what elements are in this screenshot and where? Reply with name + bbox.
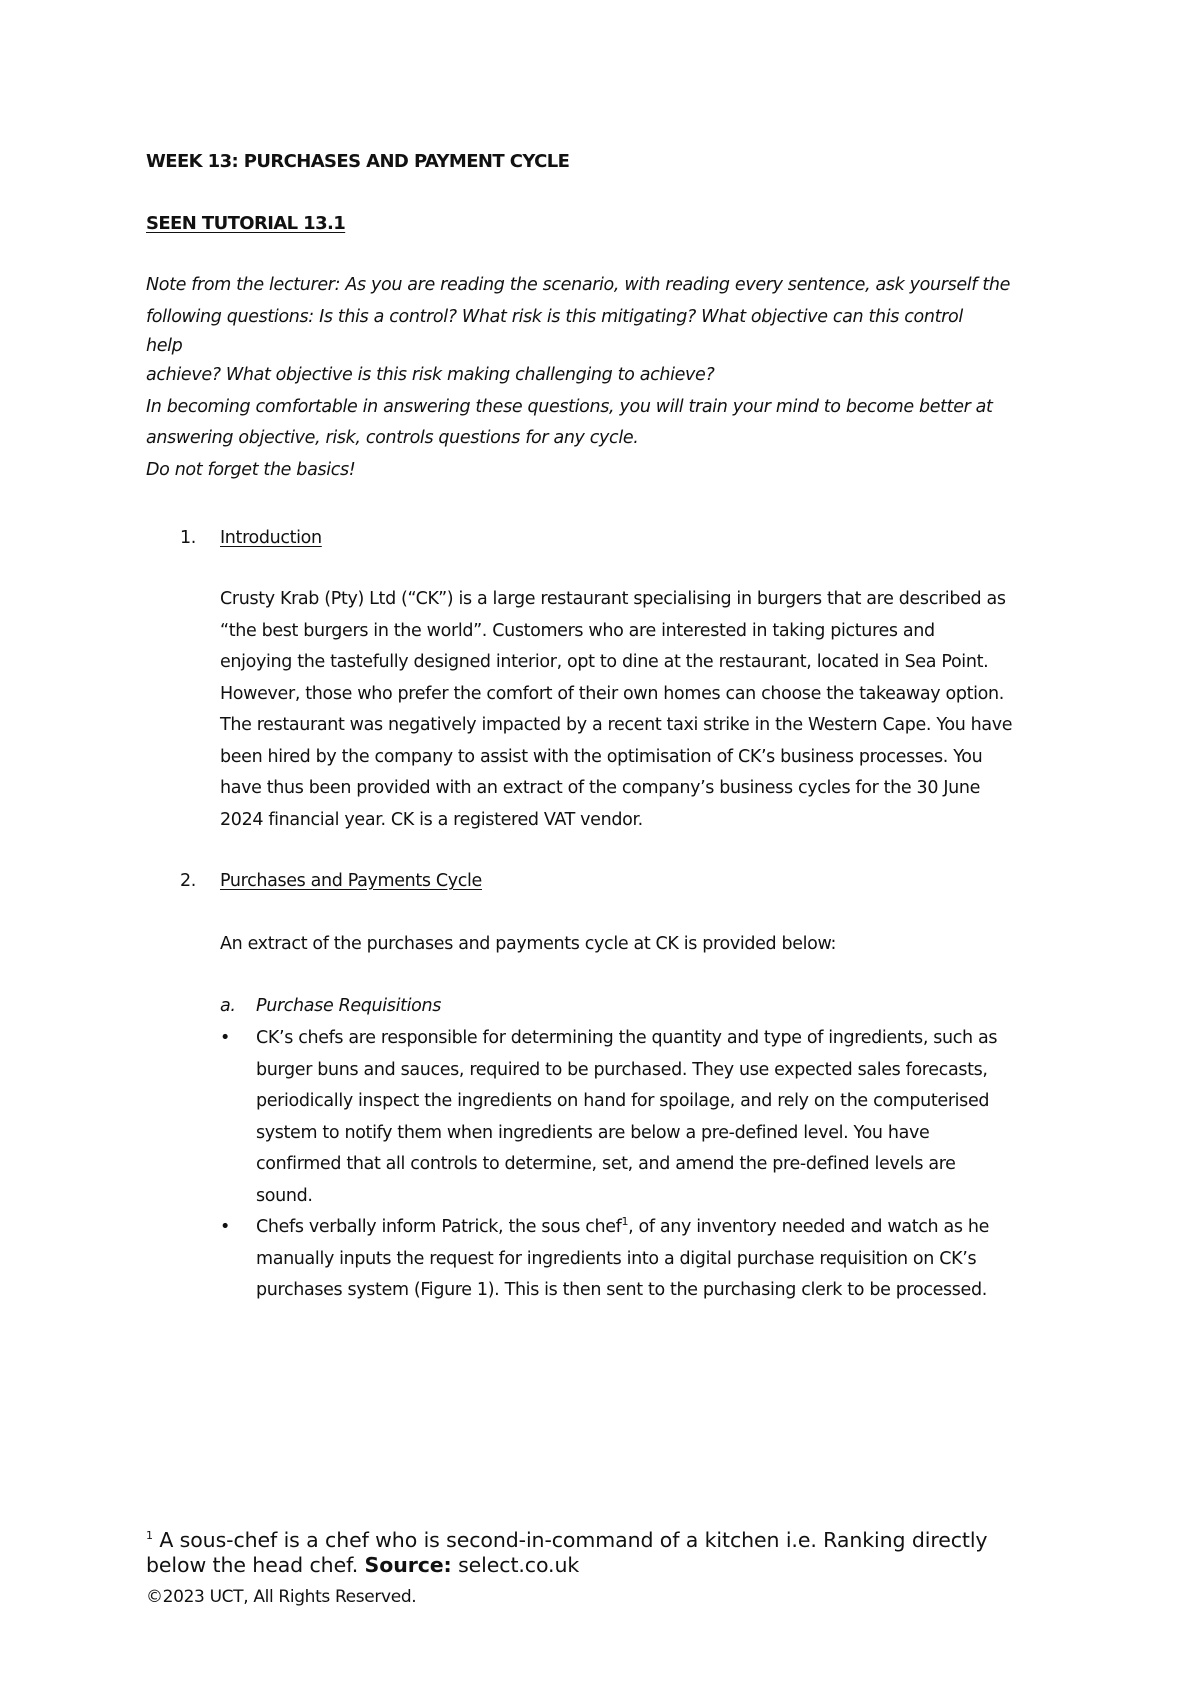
bullet-paragraph xyxy=(256,1212,1068,1307)
note-line: achieve? What objective is this risk making challenging to achieve? xyxy=(146,365,715,385)
bullet-line: burger buns and sauces, required to be purchased. They use expected sales forecasts, xyxy=(256,1059,988,1080)
paragraph-line: enjoying the tastefully designed interior, opt to dine at the restaurant, located in Sea Point. xyxy=(220,652,989,672)
note-line: answering objective, risk, controls questions for any cycle. xyxy=(146,428,639,448)
bullet-line: periodically inspect the ingredients on hand for spoilage, and rely on the computerised xyxy=(256,1091,990,1111)
paragraph-line: The restaurant was negatively impacted by a recent taxi strike in the Western Cape. You have xyxy=(220,715,1013,735)
tutorial-subtitle: SEEN TUTORIAL 13.1 xyxy=(146,213,346,234)
paragraph-line: have thus been provided with an extract of the company’s business cycles for the 30 June xyxy=(220,778,981,798)
bullet-line-start: Chefs verbally inform Patrick, the sous chef xyxy=(256,1217,622,1237)
footnote-source-label: Source: xyxy=(364,1553,452,1577)
subsection-letter: a. xyxy=(220,996,236,1016)
bullet-line: sound. xyxy=(256,1185,313,1206)
bullet-icon: • xyxy=(220,1217,230,1237)
footnote-source: select.co.uk xyxy=(451,1553,580,1577)
bullet-icon: • xyxy=(220,1028,230,1048)
paragraph-line: Crusty Krab (Pty) Ltd (“CK”) is a large restaurant specialising in burgers that are described as xyxy=(220,589,1006,609)
note-line: Note from the lecturer: As you are reading the scenario, with reading every sentence, ask yourself the xyxy=(146,275,1010,295)
paragraph-line: been hired by the company to assist with the optimisation of CK’s business processes. You xyxy=(220,746,983,767)
introduction-paragraph xyxy=(220,584,1068,836)
paragraph-line: However, those who prefer the comfort of their own homes can choose the takeaway option. xyxy=(220,683,1004,704)
footnote xyxy=(146,1528,1046,1578)
section-heading-purchases: Purchases and Payments Cycle xyxy=(220,871,482,891)
lecturer-note xyxy=(146,270,1060,486)
section-number: 1. xyxy=(180,528,196,548)
bullet-line xyxy=(256,1212,1068,1244)
copyright-notice: ©2023 UCT, All Rights Reserved. xyxy=(146,1587,417,1607)
bullet-line: CK’s chefs are responsible for determining the quantity and type of ingredients, such as xyxy=(256,1028,998,1048)
subsection-heading: Purchase Requisitions xyxy=(256,996,441,1016)
paragraph-line: 2024 financial year. CK is a registered VAT vendor. xyxy=(220,809,643,830)
footnote-text: A sous-chef is a chef who is second-in-command of a kitchen i.e. Ranking directly below the head chef. xyxy=(146,1528,988,1577)
paragraph-line: “the best burgers in the world”. Customers who are interested in taking pictures and xyxy=(220,620,935,641)
note-line: following questions: Is this a control? What risk is this mitigating? What objective can this control xyxy=(146,306,963,327)
bullet-line: manually inputs the request for ingredients into a digital purchase requisition on CK’s xyxy=(256,1248,977,1269)
note-line: In becoming comfortable in answering these questions, you will train your mind to become better at xyxy=(146,396,993,417)
bullet-line: confirmed that all controls to determine, set, and amend the pre-defined levels are xyxy=(256,1154,956,1174)
section-intro: An extract of the purchases and payments cycle at CK is provided below: xyxy=(220,934,837,954)
page-title: WEEK 13: PURCHASES AND PAYMENT CYCLE xyxy=(146,151,570,172)
footnote-marker: 1 xyxy=(146,1529,153,1543)
bullet-paragraph xyxy=(256,1023,1068,1212)
note-line: help xyxy=(146,336,183,356)
footnote-reference[interactable]: 1 xyxy=(621,1215,629,1229)
bullet-line-end: , of any inventory needed and watch as he xyxy=(628,1217,989,1237)
section-heading-introduction: Introduction xyxy=(220,528,322,548)
section-number: 2. xyxy=(180,871,196,891)
bullet-line: system to notify them when ingredients are below a pre-defined level. You have xyxy=(256,1122,930,1143)
bullet-line: purchases system (Figure 1). This is then sent to the purchasing clerk to be processed. xyxy=(256,1280,987,1300)
note-line: Do not forget the basics! xyxy=(146,459,356,480)
